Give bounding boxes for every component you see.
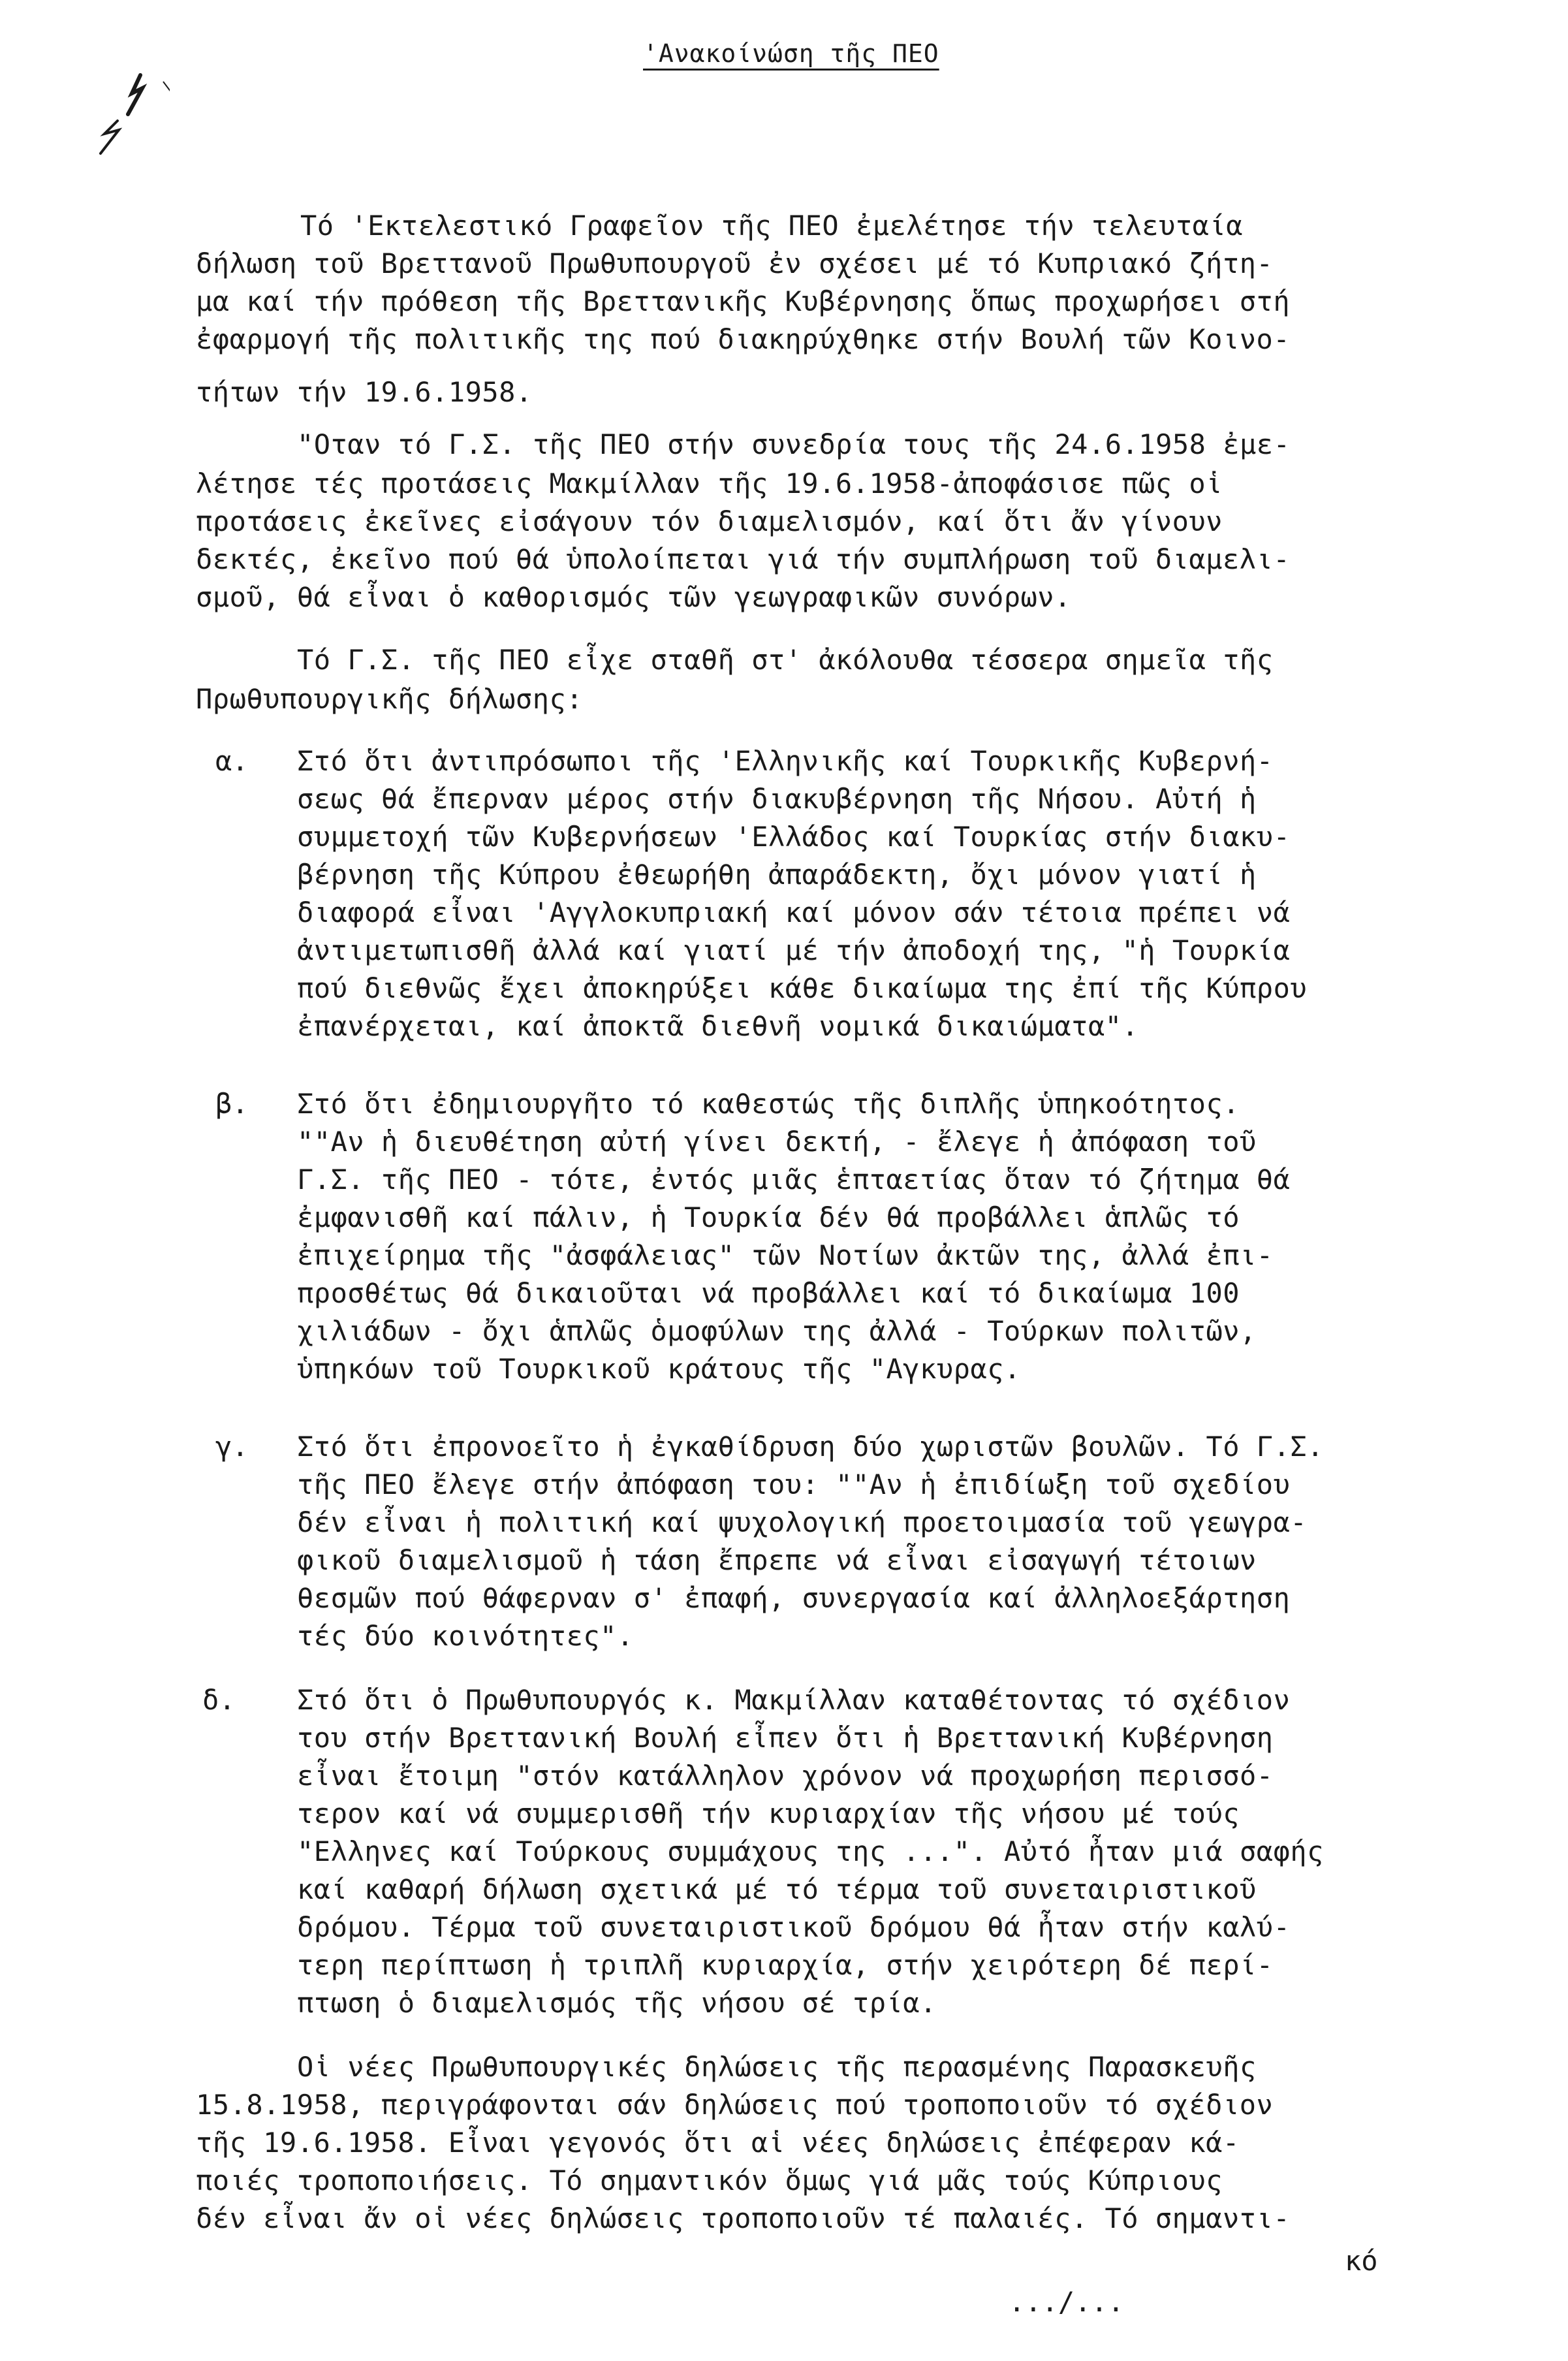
handwritten-margin-mark [78,62,170,166]
item-d-line: τερον καί νά συμμερισθῆ τήν κυριαρχίαν τῆς νήσου μέ τούς [297,1798,1240,1830]
item-a-line: σεως θά ἔπερναν μέρος στήν διακυβέρνηση τῆς Νήσου. Αὐτή ἡ [297,783,1257,815]
intro-line: τήτων τήν 19.6.1958. [196,376,533,408]
item-c-line: θεσμῶν πού θάφερναν σ' ἐπαφή, συνεργασία καί ἀλληλοεξάρτηση [297,1582,1291,1614]
item-b-line: ὑπηκόων τοῦ Τουρκικοῦ κράτους τῆς "Αγκυρας. [297,1353,1021,1385]
para2-line: προτάσεις ἐκεῖνες εἰσάγουν τόν διαμελισμόν, καί ὅτι ἄν γίνουν [196,505,1223,537]
item-a-line: συμμετοχή τῶν Κυβερνήσεων 'Ελλάδος καί Τουρκίας στήν διακυ- [297,821,1291,853]
para2-line: λέτησε τές προτάσεις Μακμίλλαν τῆς 19.6.1958-ἀποφάσισε πῶς οἱ [196,467,1223,499]
final-line: Οἱ νέες Πρωθυπουργικές δηλώσεις τῆς περασμένης Παρασκευῆς [297,2051,1257,2083]
item-b-line: ἐμφανισθῆ καί πάλιν, ἡ Τουρκία δέν θά προβάλλει ἁπλῶς τό [297,1201,1240,1233]
item-d-line: τερη περίπτωση ἡ τριπλῆ κυριαρχία, στήν χειρότερη δέ περί- [297,1949,1274,1981]
item-c-line: τές δύο κοινότητες". [297,1620,634,1652]
final-line: δέν εἶναι ἄν οἱ νέες δηλώσεις τροποποιοῦν τέ παλαιές. Τό σημαντι- [196,2202,1291,2234]
intro-line: μα καί τήν πρόθεση τῆς Βρεττανικῆς Κυβέρνησης ὅπως προχωρήσει στή [196,285,1291,317]
para3-line: Τό Γ.Σ. τῆς ΠΕΟ εἶχε σταθῆ στ' ἀκόλουθα τέσσερα σημεῖα τῆς [297,644,1274,676]
item-a-line: ἐπανέρχεται, καί ἀποκτᾶ διεθνῆ νομικά δικαιώματα". [297,1010,1139,1042]
continuation-mark: .../... [1009,2286,1125,2318]
item-c-tag: γ. [215,1431,249,1463]
item-a-line: διαφορά εἶναι 'Αγγλοκυπριακή καί μόνον σάν τέτοια πρέπει νά [297,896,1291,928]
para2-line: σμοῦ, θά εἶναι ὁ καθορισμός τῶν γεωγραφικῶν συνόρων. [196,581,1071,613]
catchword: κό [1345,2245,1378,2277]
item-b-line: ἐπιχείρημα τῆς "ἀσφάλειας" τῶν Νοτίων ἀκτῶν της, ἀλλά ἐπι- [297,1239,1274,1271]
item-d-line: καί καθαρή δήλωση σχετικά μέ τό τέρμα τοῦ συνεταιριστικοῦ [297,1873,1257,1905]
item-b-line: ""Αν ἡ διευθέτηση αὐτή γίνει δεκτή, - ἔλεγε ἡ ἀπόφαση τοῦ [297,1126,1257,1158]
para2-line: "Οταν τό Γ.Σ. τῆς ΠΕΟ στήν συνεδρία τους τῆς 24.6.1958 ἐμε- [297,428,1291,460]
item-d-line: εἶναι ἔτοιμη "στόν κατάλληλον χρόνον νά προχωρήση περισσό- [297,1760,1274,1792]
item-d-line: του στήν Βρεττανική Βουλή εἶπεν ὅτι ἡ Βρεττανική Κυβέρνηση [297,1722,1274,1754]
final-line: 15.8.1958, περιγράφονται σάν δηλώσεις πού τροποποιοῦν τό σχέδιον [196,2089,1274,2121]
item-a-line: ἀντιμετωπισθῆ ἀλλά καί γιατί μέ τήν ἀποδοχή της, "ἡ Τουρκία [297,934,1291,966]
item-c-line: Στό ὅτι ἐπρονοεῖτο ἡ ἐγκαθίδρυση δύο χωριστῶν βουλῶν. Τό Γ.Σ. [297,1431,1324,1463]
final-line: ποιές τροποποιήσεις. Τό σημαντικόν ὅμως γιά μᾶς τούς Κύπριους [196,2164,1223,2196]
item-a-line: πού διεθνῶς ἔχει ἀποκηρύξει κάθε δικαίωμα της ἐπί τῆς Κύπρου [297,972,1308,1004]
para3-line: Πρωθυπουργικῆς δήλωσης: [196,683,584,715]
item-d-line: πτωση ὁ διαμελισμός τῆς νήσου σέ τρία. [297,1987,937,2019]
item-c-line: τῆς ΠΕΟ ἔλεγε στήν ἀπόφαση του: ""Αν ἡ ἐπιδίωξη τοῦ σχεδίου [297,1468,1291,1500]
intro-line: δήλωση τοῦ Βρεττανοῦ Πρωθυπουργοῦ ἐν σχέσει μέ τό Κυπριακό ζήτη- [196,247,1274,279]
item-d-tag: δ. [202,1684,236,1716]
intro-line: Τό 'Εκτελεστικό Γραφεῖον τῆς ΠΕΟ ἐμελέτησε τήν τελευταία [300,210,1244,242]
item-a-tag: α. [215,745,249,777]
final-line: τῆς 19.6.1958. Εἶναι γεγονός ὅτι αἱ νέες δηλώσεις ἐπέφεραν κά- [196,2127,1240,2159]
item-b-line: Στό ὅτι ἐδημιουργῆτο τό καθεστώς τῆς διπλῆς ὑπηκοότητος. [297,1088,1240,1120]
item-d-line: δρόμου. Τέρμα τοῦ συνεταιριστικοῦ δρόμου θά ἦταν στήν καλύ- [297,1911,1291,1943]
item-d-line: "Ελληνες καί Τούρκους συμμάχους της ...". Αὐτό ἦταν μιά σαφής [297,1835,1324,1867]
item-a-line: βέρνηση τῆς Κύπρου ἐθεωρήθη ἀπαράδεκτη, ὄχι μόνον γιατί ἡ [297,859,1257,891]
item-d-line: Στό ὅτι ὁ Πρωθυπουργός κ. Μακμίλλαν καταθέτοντας τό σχέδιον [297,1684,1291,1716]
item-b-tag: β. [215,1088,249,1120]
document-title: 'Ανακοίνώση τῆς ΠΕΟ [643,39,939,68]
para2-line: δεκτές, ἐκεῖνο πού θά ὑπολοίπεται γιά τήν συμπλήρωση τοῦ διαμελι- [196,543,1291,575]
item-b-line: Γ.Σ. τῆς ΠΕΟ - τότε, ἐντός μιᾶς ἑπταετίας ὅταν τό ζήτημα θά [297,1164,1291,1196]
item-b-line: προσθέτως θά δικαιοῦται νά προβάλλει καί τό δικαίωμα 100 [297,1277,1240,1309]
intro-line: ἐφαρμογή τῆς πολιτικῆς της πού διακηρύχθηκε στήν Βουλή τῶν Κοινο- [196,323,1291,355]
item-c-line: δέν εἶναι ἡ πολιτική καί ψυχολογική προετοιμασία τοῦ γεωγρα- [297,1506,1308,1538]
item-c-line: φικοῦ διαμελισμοῦ ἡ τάση ἔπρεπε νά εἶναι εἰσαγωγή τέτοιων [297,1544,1257,1576]
item-a-line: Στό ὅτι ἀντιπρόσωποι τῆς 'Ελληνικῆς καί Τουρκικῆς Κυβερνή- [297,745,1274,777]
item-b-line: χιλιάδων - ὄχι ἁπλῶς ὁμοφύλων της ἀλλά - Τούρκων πολιτῶν, [297,1315,1257,1347]
